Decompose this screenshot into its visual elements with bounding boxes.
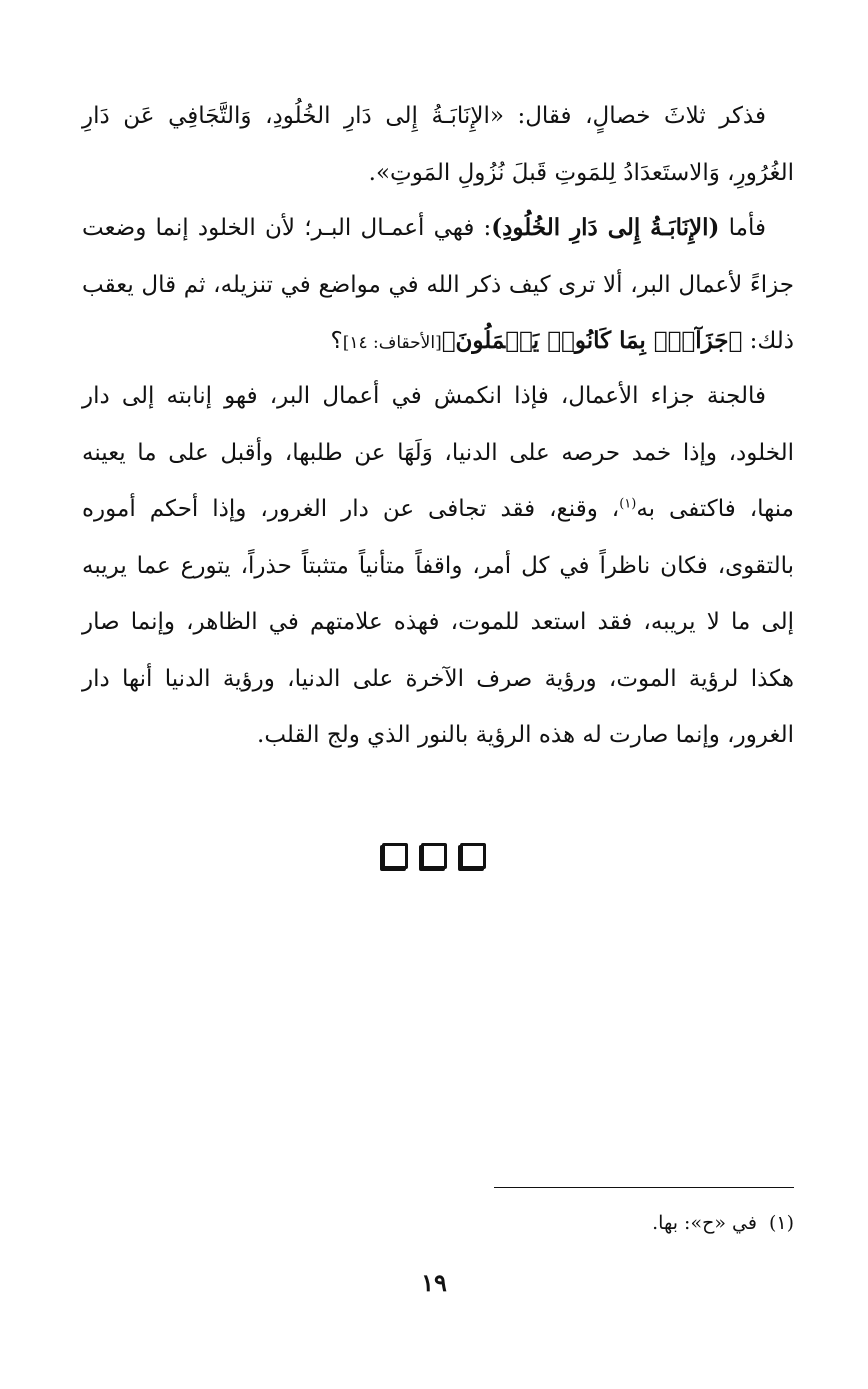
page-number: ١٩: [421, 1268, 447, 1297]
footnote-number: (١): [768, 1212, 794, 1234]
paragraph-2-lead: فأما: [728, 215, 767, 241]
paragraph-3-text-b: ، وقنع، فقد تجافى عن دار الغرور، وإذا أحكم أموره بالتقوى، فكان ناظراً في كل أمر، واقفاً متأنياً متثبتاً حذراً، يتورع عما يريبه إلى ما لا يريبه، فقد استعد للموت، فهذه علامتهم في الظاهر، وإنما صار هكذا لرؤية الموت، ورؤية صرف الآخرة على الدنيا، ورؤية الدنيا أنها دار الغرور، وإنما صارت له هذه الرؤية بالنور الذي ولج القلب.: [82, 496, 794, 748]
square-ornament-icon: [382, 843, 408, 869]
paragraph-2-text: : فهي أعمـال البـر؛ لأن الخلود إنما وضعت جزاءً لأعمال البر، ألا ترى كيف ذكر الله في مواضع في تنزيله، ثم قال يعقب ذلك:: [82, 215, 794, 354]
verse-reference: [الأحقاف: ١٤]: [342, 333, 442, 353]
paragraph-3: [82, 368, 794, 764]
square-ornament-icon: [460, 843, 486, 869]
paragraph-1-text: فذكر ثلاثَ خصالٍ، فقال: «الإِنَابَـةُ إِلى دَارِ الخُلُودِ، وَالتَّجَافِي عَن دَارِ الغُرُورِ، وَالاستَعدَادُ لِلمَوتِ قَبلَ نُزُولِ المَوتِ».: [82, 103, 794, 186]
paragraph-1: [82, 88, 794, 201]
footnote-divider: [494, 1187, 794, 1188]
paragraph-2: [82, 200, 794, 372]
footnote: [82, 1208, 794, 1238]
paragraph-2-heading-phrase: (الإِنَابَـةُ إِلى دَارِ الخُلُودِ): [491, 214, 720, 241]
footnote-reference-mark: (١): [619, 496, 637, 512]
square-ornament-icon: [421, 843, 447, 869]
quran-verse: ﴿جَزَآءَۢ بِمَا كَانُوا۟ يَعۡمَلُونَ﴾: [441, 327, 743, 354]
paragraph-2-end: ؟: [330, 328, 343, 354]
footnote-text: في «ح»: بها.: [652, 1212, 757, 1234]
section-separator-ornament: [0, 843, 868, 869]
paragraph-3-text-a: فالجنة جزاء الأعمال، فإذا انكمش في أعمال البر، فهو إنابته إلى دار الخلود، وإذا خمد حرصه على الدنيا، وَلَهَا عن طلبها، وأقبل على ما يعينه منها، فاكتفى به: [82, 383, 794, 522]
